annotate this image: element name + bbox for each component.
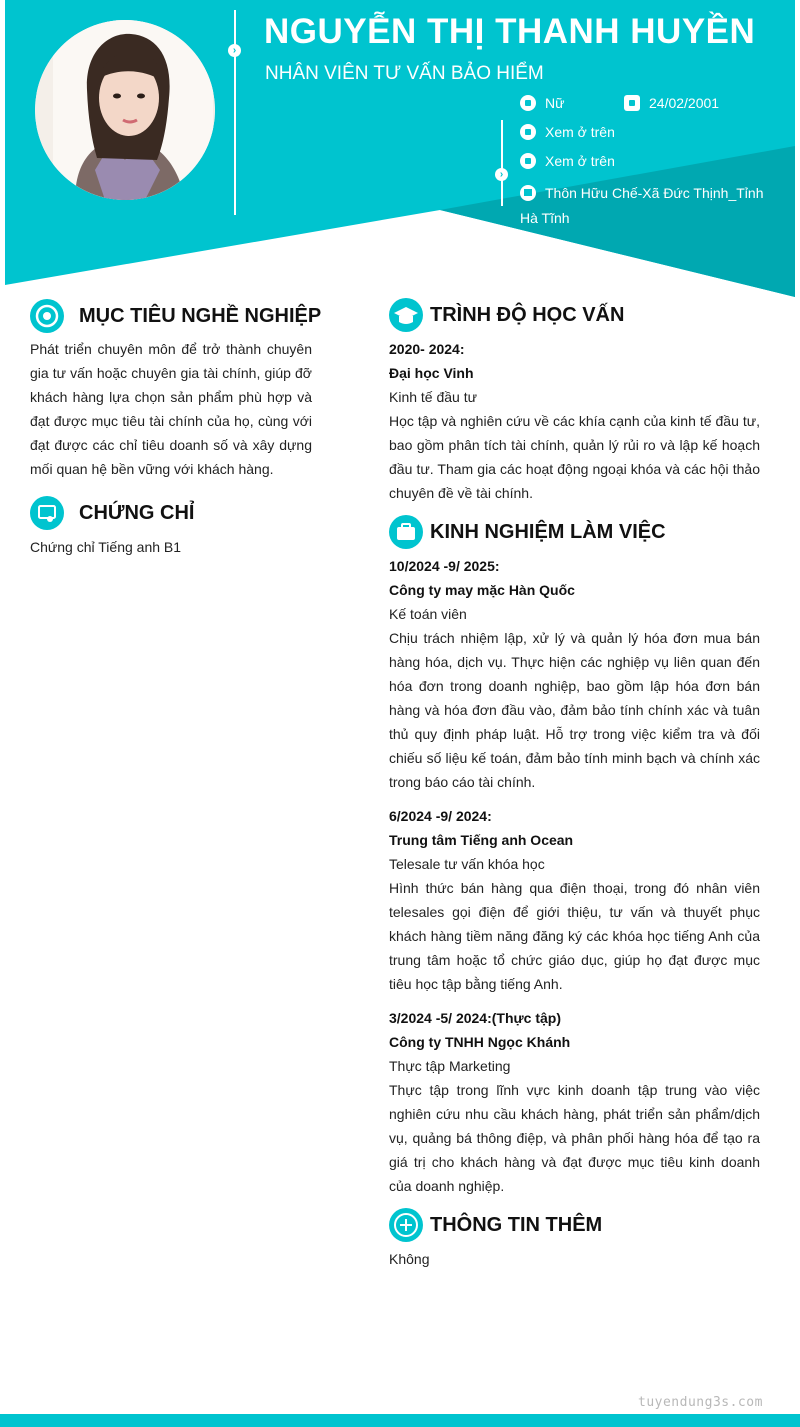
education-school: Đại học Vinh: [389, 365, 474, 381]
extra-info-heading: [389, 1208, 602, 1242]
experience-company: Trung tâm Tiếng anh Ocean: [389, 832, 574, 848]
extra-info-text: Không: [389, 1251, 430, 1267]
chevron-right-icon: ›: [495, 168, 508, 181]
certificate-item: Chứng chỉ Tiếng anh B1: [30, 539, 182, 555]
experience-period: 3/2024 -5/ 2024:(Thực tập): [389, 1010, 561, 1026]
candidate-name: NGUYỄN THỊ THANH HUYỀN: [264, 12, 756, 51]
gender-icon: [520, 95, 536, 111]
objective-title: MỤC TIÊU NGHỀ NGHIỆP: [79, 304, 322, 327]
briefcase-icon: [389, 515, 423, 549]
target-icon: [30, 299, 64, 333]
graduation-cap-icon: [389, 298, 423, 332]
experience-description: Thực tập trong lĩnh vực kinh doanh tập trung vào việc nghiên cứu nhu cầu khách hàng, phát triển sản phẩm/dịch vụ, quảng bá thông điệp, và phân phối hàng hóa để tạo ra giá trị cho khách hàng và đạt được mục tiêu kinh doanh của doanh nghiệp.: [389, 1082, 760, 1194]
experience-description: Chịu trách nhiệm lập, xử lý và quản lý hóa đơn mua bán hàng hóa, dịch vụ. Thực hiện các nghiệp vụ liên quan đến hóa đơn trong doanh nghiệp, bao gồm lập hóa đơn bán hàng và hóa đơn đầu vào, đảm bảo tính chính xác và tuân thủ quy định pháp luật. Hỗ trợ trong việc kiểm tra và đối chiếu số liệu kế toán, đảm bảo tính minh bạch và chính xác trong báo cáo tài chính.: [389, 630, 760, 790]
experience-period: 6/2024 -9/ 2024:: [389, 808, 492, 824]
candidate-role: NHÂN VIÊN TƯ VẤN BẢO HIỂM: [265, 63, 544, 84]
education-period: 2020- 2024:: [389, 341, 465, 357]
birthdate-info: [624, 95, 719, 111]
experience-position: Kế toán viên: [389, 606, 467, 622]
plus-circle-icon: [389, 1208, 423, 1242]
certificates-heading: [30, 496, 194, 530]
phone-icon: [520, 124, 536, 140]
certificates-title: CHỨNG CHỈ: [79, 501, 195, 524]
experience-period: 10/2024 -9/ 2025:: [389, 558, 500, 574]
certificate-icon: [30, 496, 64, 530]
education-heading: [389, 298, 624, 332]
phone-info: [520, 124, 615, 140]
experience-position: Thực tập Marketing: [389, 1058, 511, 1074]
education-title: TRÌNH ĐỘ HỌC VẤN: [430, 303, 625, 326]
experience-position: Telesale tư vấn khóa học: [389, 856, 545, 872]
email-icon: [520, 153, 536, 169]
contact-divider: [501, 120, 503, 206]
experience-heading: [389, 515, 666, 549]
chevron-right-icon: ›: [228, 44, 241, 57]
header-divider: [234, 10, 236, 215]
education-major: Kinh tế đầu tư: [389, 389, 477, 405]
avatar: [35, 20, 215, 200]
extra-info-title: THÔNG TIN THÊM: [430, 1213, 603, 1236]
watermark: tuyendung3s.com: [638, 1395, 763, 1410]
email-value: Xem ở trên: [545, 153, 615, 169]
phone-value: Xem ở trên: [545, 124, 615, 140]
objective-heading: [30, 299, 321, 333]
home-icon: [520, 185, 536, 201]
calendar-icon: [624, 95, 640, 111]
education-description: Học tập và nghiên cứu về các khía cạnh của kinh tế đầu tư, bao gồm phân tích tài chính, quản lý rủi ro và lập kế hoạch đầu tư. Tham gia các hoạt động ngoại khóa và các hội thảo chuyên đề về tài chính.: [389, 413, 760, 501]
birthdate-value: 24/02/2001: [649, 95, 720, 111]
gender-value: Nữ: [545, 95, 565, 111]
address-value: Thôn Hữu Chế-Xã Đức Thịnh_Tỉnh Hà Tĩnh: [520, 185, 764, 226]
address-info: [520, 181, 770, 231]
experience-company: Công ty may mặc Hàn Quốc: [389, 582, 575, 598]
email-info: [520, 153, 615, 169]
experience-title: KINH NGHIỆM LÀM VIỆC: [430, 520, 666, 543]
objective-text: Phát triển chuyên môn để trở thành chuyên gia tư vấn hoặc chuyên gia tài chính, giúp đỡ khách hàng lựa chọn sản phẩm phù hợp và đạt được mục tiêu tài chính của họ, cùng với đạt được các chỉ tiêu doanh số và xây dựng mối quan hệ bền vững với khách hàng.: [30, 341, 312, 477]
footer-bar: [0, 1414, 800, 1427]
gender-info: [520, 95, 564, 111]
experience-company: Công ty TNHH Ngọc Khánh: [389, 1034, 571, 1050]
experience-description: Hình thức bán hàng qua điện thoại, trong đó nhân viên telesales gọi điện để giới thiệu, tư vấn và thuyết phục khách hàng tiềm năng đăng ký các khóa học tiếng Anh của trung tâm hoặc tổ chức giáo dục, giúp họ đạt được mục tiêu học tập bằng tiếng Anh.: [389, 880, 760, 992]
